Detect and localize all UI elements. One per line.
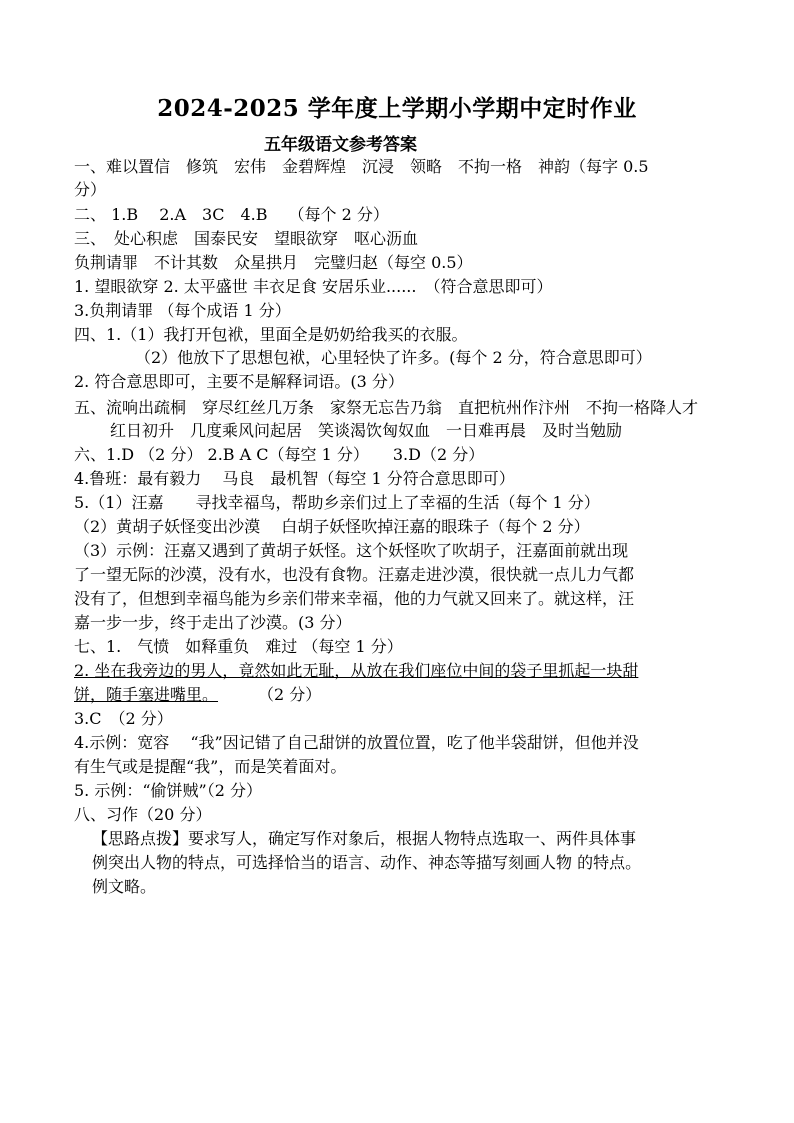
answer-line: 二、 1.B 2.A 3C 4.B （每个 2 分）: [74, 205, 389, 224]
answer-line: 分）: [74, 180, 107, 199]
answer-line: （3）示例：汪嘉又遇到了黄胡子妖怪。这个妖怪吹了吹胡子，汪嘉面前就出现: [74, 541, 629, 560]
answer-line: 六、1.D （2 分） 2.B A C（每空 1 分） 3.D（2 分）: [74, 445, 485, 464]
answer-line: 没有了，但想到幸福鸟能为乡亲们带来幸福，他的力气就又回来了。就这样，汪: [74, 589, 635, 608]
answer-line: 2. 符合意思即可，主要不是解释词语。(3 分）: [74, 372, 404, 391]
score-note: （2 分）: [258, 685, 322, 704]
page-subtitle: 五年级语文参考答案: [264, 135, 417, 155]
answer-line: 5. 示例：“偷饼贼”（2 分）: [74, 781, 262, 800]
answer-line: （2）他放下了思想包袱，心里轻快了许多。(每个 2 分，符合意思即可）: [135, 348, 652, 367]
answer-line: 嘉一步一步，终于走出了沙漠。(3 分）: [74, 613, 352, 632]
answer-line: 七、1. 气愤 如释重负 难过 （每空 1 分）: [74, 637, 403, 656]
answer-line: 一、难以置信 修筑 宏伟 金碧辉煌 沉浸 领略 不拘一格 神韵（每字 0.5: [74, 157, 649, 176]
answer-line: 例突出人物的特点，可选择恰当的语言、动作、神态等描写刻画人物 的特点。: [92, 853, 642, 872]
page-title: 2024-2025 学年度上学期小学期中定时作业: [157, 95, 637, 122]
answer-line: 3.C （2 分）: [74, 709, 173, 728]
underlined-answer-line: 饼，随手塞进嘴里。: [74, 685, 219, 704]
answer-line: 例文略。: [92, 877, 157, 896]
answer-line: 四、1.（1）我打开包袱，里面全是奶奶给我买的衣服。: [74, 325, 468, 344]
answer-line: 八、习作（20 分）: [74, 805, 212, 824]
answer-line: 5.（1）汪嘉 寻找幸福鸟，帮助乡亲们过上了幸福的生活（每个 1 分）: [74, 493, 600, 512]
answer-line: 了一望无际的沙漠，没有水，也没有食物。汪嘉走进沙漠，很快就一点儿力气都: [74, 565, 635, 584]
answer-line: 有生气或是提醒“我”，而是笑着面对。: [74, 757, 347, 776]
answer-line: （2）黄胡子妖怪变出沙漠 白胡子妖怪吹掉汪嘉的眼珠子（每个 2 分）: [74, 517, 590, 536]
answer-line: 【思路点拨】要求写人，确定写作对象后，根据人物特点选取一、两件具体事: [92, 829, 637, 848]
answer-line: 4.鲁班：最有毅力 马良 最机智（每空 1 分符合意思即可）: [74, 469, 515, 488]
answer-line: 五、流响出疏桐 穿尽红丝几万条 家祭无忘告乃翁 直把杭州作汴州 不拘一格降人才: [74, 398, 699, 417]
answer-line: 1. 望眼欲穿 2. 太平盛世 丰衣足食 安居乐业...... （符合意思即可）: [74, 277, 553, 296]
answer-line: 红日初升 几度乘风问起居 笑谈渴饮匈奴血 一日难再晨 及时当勉励: [110, 421, 623, 440]
answer-line: 负荆请罪 不计其数 众星拱月 完璧归赵（每空 0.5）: [74, 253, 473, 272]
answer-line: 4.示例：宽容 “我”因记错了自己甜饼的放置位置，吃了他半袋甜饼，但他并没: [74, 733, 639, 752]
answer-line: 3.负荆请罪 （每个成语 1 分）: [74, 301, 291, 320]
underlined-answer-line: 2. 坐在我旁边的男人，竟然如此无耻，从放在我们座位中间的袋子里抓起一块甜: [74, 661, 639, 680]
answer-line: 三、 处心积虑 国泰民安 望眼欲穿 呕心沥血: [74, 229, 419, 248]
